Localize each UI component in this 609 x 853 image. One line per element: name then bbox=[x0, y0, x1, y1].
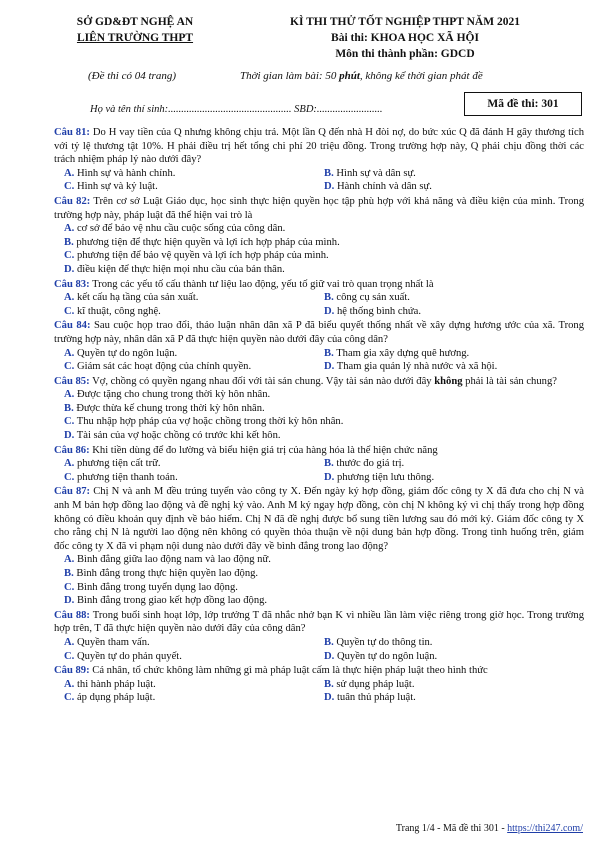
question-body: Trên cơ sở Luật Giáo dục, học sinh thực hiện quyền học tập phù hợp với khả năng và điều kiện của mình. Trong trường hợp này, pháp luật đã thể hiện vai trò là bbox=[54, 195, 584, 221]
answer-options bbox=[54, 167, 584, 194]
answer-option[interactable] bbox=[54, 471, 314, 485]
option-letter: B. bbox=[64, 568, 74, 579]
question-emphasis: không bbox=[434, 375, 463, 387]
question-text bbox=[54, 664, 584, 678]
option-text: điều kiện để thực hiện mọi nhu cầu của bản thân. bbox=[76, 263, 285, 275]
option-text: Hình sự và hành chính. bbox=[76, 167, 176, 179]
option-text: sử dụng pháp luật. bbox=[336, 678, 415, 690]
option-text: phương tiện để thực hiện quyền và lợi ích hợp pháp của mình. bbox=[76, 236, 340, 248]
answer-option[interactable] bbox=[314, 180, 584, 194]
option-letter: A. bbox=[64, 347, 75, 359]
question-body: Sau cuộc họp trao đổi, thảo luận nhân dân xã P đã biểu quyết thống nhất về xây dựng hương ước của xã. Trong trường hợp này, nhân dân xã P đã thực hiện quyền nào dưới đây của công dân? bbox=[54, 320, 584, 345]
option-text: phương tiện để bảo vệ quyền và lợi ích hợp pháp của mình. bbox=[76, 250, 329, 262]
answer-option[interactable] bbox=[54, 180, 314, 194]
option-text: công cụ sản xuất. bbox=[336, 292, 410, 304]
question-body-end: phải là tài sản chung? bbox=[462, 375, 557, 387]
option-text: Hình sự và kỷ luật. bbox=[76, 181, 158, 193]
question-item bbox=[54, 126, 584, 194]
option-text: phương tiện thanh toán. bbox=[76, 471, 178, 483]
option-text: Bình đẳng trong giao kết hợp đồng lao động. bbox=[76, 595, 268, 607]
option-letter: A. bbox=[64, 167, 75, 179]
option-text: Quyền tự do ngôn luận. bbox=[76, 347, 178, 359]
question-text bbox=[54, 319, 584, 346]
school-name: LIÊN TRƯỜNG THPT bbox=[76, 32, 194, 44]
option-text: Được thừa kế chung trong thời kỳ hôn nhân. bbox=[76, 402, 265, 414]
option-letter: D. bbox=[324, 471, 335, 483]
question-text bbox=[54, 126, 584, 167]
footer-text: Trang 1/4 - Mã đề thi 301 - bbox=[395, 823, 508, 834]
question-item bbox=[54, 375, 584, 443]
time-limit-note bbox=[240, 70, 483, 84]
option-letter: B. bbox=[324, 347, 334, 359]
question-number: Câu 86: bbox=[54, 444, 90, 456]
option-letter: B. bbox=[64, 236, 74, 248]
answer-options bbox=[54, 553, 584, 607]
option-letter: B. bbox=[324, 636, 334, 648]
option-letter: B. bbox=[324, 292, 334, 304]
answer-option[interactable] bbox=[54, 236, 584, 250]
answer-options bbox=[54, 636, 584, 663]
answer-option[interactable] bbox=[54, 222, 584, 236]
answer-option[interactable] bbox=[54, 594, 584, 608]
option-letter: D. bbox=[324, 305, 335, 317]
answer-option[interactable] bbox=[314, 167, 584, 181]
page-footer bbox=[396, 822, 583, 836]
answer-options bbox=[54, 457, 584, 484]
answer-option[interactable] bbox=[314, 291, 584, 305]
candidate-info-line: Họ và tên thí sinh:............................................... SBD:......................... bbox=[90, 104, 383, 115]
answer-option[interactable] bbox=[314, 636, 584, 650]
answer-option[interactable] bbox=[54, 305, 314, 319]
option-text: phương tiện cất trữ. bbox=[76, 458, 161, 470]
option-letter: B. bbox=[324, 167, 334, 179]
option-text: Tham gia quản lý nhà nước và xã hội. bbox=[336, 361, 498, 373]
option-letter: D. bbox=[324, 181, 335, 193]
question-number: Câu 83: bbox=[54, 278, 90, 290]
answer-option[interactable] bbox=[314, 360, 584, 374]
option-text: thi hành pháp luật. bbox=[76, 678, 156, 690]
answer-option[interactable] bbox=[54, 347, 314, 361]
option-letter: D. bbox=[64, 430, 75, 442]
option-letter: C. bbox=[64, 181, 75, 193]
answer-option[interactable] bbox=[54, 678, 314, 692]
question-number: Câu 89: bbox=[54, 665, 90, 677]
answer-option[interactable] bbox=[314, 650, 584, 664]
option-letter: B. bbox=[64, 402, 74, 414]
option-letter: C. bbox=[64, 250, 75, 262]
question-body: Chị N và anh M đều trúng tuyển vào công ty X. Đến ngày ký hợp đồng, giám đốc công ty X đã đưa cho chị N và anh M bản hợp đồng lao động và đề nghị ký vào. Anh M ký ngay hợp đồng, còn chị N không ký vì chị thấy trong hợp đồng không có điều khoản quy định về bảo hiểm. Chị N đã đề nghị được bổ sung tiền lương sau đó mới ký. Giám đốc công ty X cho rằng chị N là người lao động nên không có quyền thỏa thuận về nội dung bản hợp đồng. Trong tình huống trên, giám đốc công ty X đã vi phạm nội dung nào dưới đây về bình đẳng trong lao động? bbox=[54, 486, 584, 552]
time-prefix: Thời gian làm bài: 50 bbox=[240, 70, 340, 82]
option-letter: A. bbox=[64, 223, 75, 235]
answer-options bbox=[54, 388, 584, 442]
footer-link[interactable]: https://thi247.com/ bbox=[507, 823, 583, 834]
option-letter: A. bbox=[64, 389, 75, 401]
question-text bbox=[54, 195, 584, 222]
exam-title: KÌ THI THỬ TỐT NGHIỆP THPT NĂM 2021 bbox=[290, 16, 520, 28]
question-number: Câu 84: bbox=[54, 320, 91, 332]
option-letter: D. bbox=[324, 692, 335, 704]
option-letter: A. bbox=[64, 554, 75, 566]
exam-subject: Bài thi: KHOA HỌC XÃ HỘI bbox=[331, 32, 479, 44]
question-item bbox=[54, 485, 584, 607]
answer-option[interactable] bbox=[314, 678, 584, 692]
answer-options bbox=[54, 678, 584, 705]
option-text: phương tiện lưu thông. bbox=[336, 471, 435, 483]
option-letter: D. bbox=[324, 361, 335, 373]
answer-option[interactable] bbox=[314, 691, 584, 705]
option-letter: C. bbox=[64, 361, 75, 373]
question-text bbox=[54, 485, 584, 553]
question-list bbox=[54, 126, 584, 706]
answer-option[interactable] bbox=[314, 347, 584, 361]
option-text: kĩ thuật, công nghệ. bbox=[76, 305, 161, 317]
answer-option[interactable] bbox=[314, 305, 584, 319]
question-body: Vợ, chồng có quyền ngang nhau đối với tài sản chung. Vậy tài sản nào dưới đây bbox=[92, 375, 435, 387]
option-text: hệ thống bình chứa. bbox=[336, 305, 421, 317]
option-text: Bình đẳng trong tuyển dụng lao động. bbox=[76, 581, 238, 593]
question-text bbox=[54, 278, 584, 292]
answer-option[interactable] bbox=[54, 581, 584, 595]
question-body: Do H vay tiền của Q nhưng không chịu trả. Một lần Q đến nhà H đòi nợ, do bức xúc Q đã đánh H gây thương tích với tỷ lệ thương tật 10%. H phải điều trị hết tổng chi phí 20 triệu đồng. Trong trường hợp này, Q phải chịu đồng thời các trách nhiệm pháp lý nào dưới đây? bbox=[54, 127, 584, 166]
option-text: Quyền tự do phản quyết. bbox=[76, 650, 182, 662]
answer-option[interactable] bbox=[54, 263, 584, 277]
option-text: Tài sản của vợ hoặc chồng có trước khi kết hôn. bbox=[76, 430, 281, 442]
question-item bbox=[54, 444, 584, 485]
option-letter: B. bbox=[324, 458, 334, 470]
answer-option[interactable] bbox=[314, 457, 584, 471]
answer-options bbox=[54, 222, 584, 276]
option-text: Được tặng cho chung trong thời kỳ hôn nhân. bbox=[76, 389, 271, 401]
answer-option[interactable] bbox=[54, 567, 584, 581]
option-text: Giám sát các hoạt động của chính quyền. bbox=[76, 361, 252, 373]
option-letter: C. bbox=[64, 650, 75, 662]
answer-option[interactable] bbox=[54, 691, 314, 705]
option-letter: A. bbox=[64, 292, 75, 304]
option-letter: C. bbox=[64, 471, 75, 483]
question-text bbox=[54, 609, 584, 636]
option-letter: A. bbox=[64, 636, 75, 648]
option-text: Quyền tự do ngôn luận. bbox=[336, 650, 438, 662]
question-body: Khi tiền dùng để đo lường và biểu hiện giá trị của hàng hóa là thể hiện chức năng bbox=[92, 444, 438, 456]
option-text: kết cấu hạ tầng của sản xuất. bbox=[76, 292, 199, 304]
option-text: Quyền tự do thông tin. bbox=[336, 636, 433, 648]
answer-option[interactable] bbox=[54, 167, 314, 181]
question-text bbox=[54, 444, 584, 458]
option-text: cơ sở để bảo vệ nhu cầu cuộc sống của công dân. bbox=[76, 223, 286, 235]
option-text: tuân thủ pháp luật. bbox=[336, 692, 416, 704]
answer-option[interactable] bbox=[54, 650, 314, 664]
option-text: Quyền tham vấn. bbox=[76, 636, 150, 648]
option-letter: D. bbox=[324, 650, 335, 662]
answer-option[interactable] bbox=[54, 360, 314, 374]
option-letter: A. bbox=[64, 678, 75, 690]
option-letter: C. bbox=[64, 305, 75, 317]
time-unit: phút bbox=[339, 70, 360, 82]
answer-option[interactable] bbox=[54, 636, 314, 650]
question-item bbox=[54, 195, 584, 277]
option-letter: A. bbox=[64, 458, 75, 470]
time-suffix: , không kể thời gian phát đề bbox=[359, 70, 483, 82]
exam-component: Môn thi thành phần: GDCD bbox=[335, 48, 475, 60]
question-number: Câu 85: bbox=[54, 375, 90, 387]
answer-options bbox=[54, 291, 584, 318]
option-letter: D. bbox=[64, 263, 75, 275]
option-text: Hành chính và dân sự. bbox=[336, 181, 432, 193]
question-item bbox=[54, 278, 584, 319]
answer-option[interactable] bbox=[54, 457, 314, 471]
answer-option[interactable] bbox=[314, 471, 584, 485]
answer-option[interactable] bbox=[54, 249, 584, 263]
option-text: Hình sự và dân sự. bbox=[336, 167, 416, 179]
organization-header bbox=[60, 14, 210, 46]
question-number: Câu 88: bbox=[54, 609, 90, 621]
exam-code-box: Mã đề thi: 301 bbox=[464, 92, 582, 116]
answer-options bbox=[54, 347, 584, 374]
question-number: Câu 81: bbox=[54, 127, 90, 138]
department-name: SỞ GD&ĐT NGHỆ AN bbox=[76, 16, 194, 28]
answer-option[interactable] bbox=[54, 429, 584, 443]
question-body: Cá nhân, tổ chức không làm những gì mà pháp luật cấm là thực hiện pháp luật theo hình thức bbox=[92, 665, 488, 677]
answer-option[interactable] bbox=[54, 388, 584, 402]
option-letter: D. bbox=[64, 595, 75, 607]
question-item bbox=[54, 664, 584, 705]
exam-header bbox=[225, 14, 585, 62]
question-number: Câu 82: bbox=[54, 195, 91, 207]
option-letter: C. bbox=[64, 416, 75, 428]
option-text: Tham gia xây dựng quê hương. bbox=[336, 347, 470, 359]
answer-option[interactable] bbox=[54, 415, 584, 429]
answer-option[interactable] bbox=[54, 291, 314, 305]
option-letter: B. bbox=[324, 678, 334, 690]
question-item bbox=[54, 319, 584, 373]
question-body: Trong các yếu tố cấu thành tư liệu lao động, yếu tố giữ vai trò quan trọng nhất là bbox=[92, 278, 434, 290]
option-text: thước đo giá trị. bbox=[336, 458, 405, 470]
page-count-note: (Đề thi có 04 trang) bbox=[88, 70, 176, 82]
answer-option[interactable] bbox=[54, 402, 584, 416]
question-item bbox=[54, 609, 584, 663]
option-text: áp dụng pháp luật. bbox=[76, 692, 156, 704]
option-text: Bình đẳng giữa lao động nam và lao động nữ. bbox=[76, 554, 271, 566]
option-text: Bình đẳng trong thực hiện quyền lao động. bbox=[76, 568, 259, 579]
option-text: Thu nhập hợp pháp của vợ hoặc chồng trong thời kỳ hôn nhân. bbox=[76, 416, 344, 428]
option-letter: C. bbox=[64, 692, 75, 704]
question-body: Trong buổi sinh hoạt lớp, lớp trưởng T đã nhắc nhở bạn K vì nhiều lần làm việc riêng trong giờ học. Trong trường hợp trên, T đã thực hiện quyền nào dưới đây của công dân? bbox=[54, 609, 585, 635]
question-number: Câu 87: bbox=[54, 486, 91, 498]
question-text bbox=[54, 375, 584, 389]
option-letter: C. bbox=[64, 581, 75, 593]
answer-option[interactable] bbox=[54, 553, 584, 567]
